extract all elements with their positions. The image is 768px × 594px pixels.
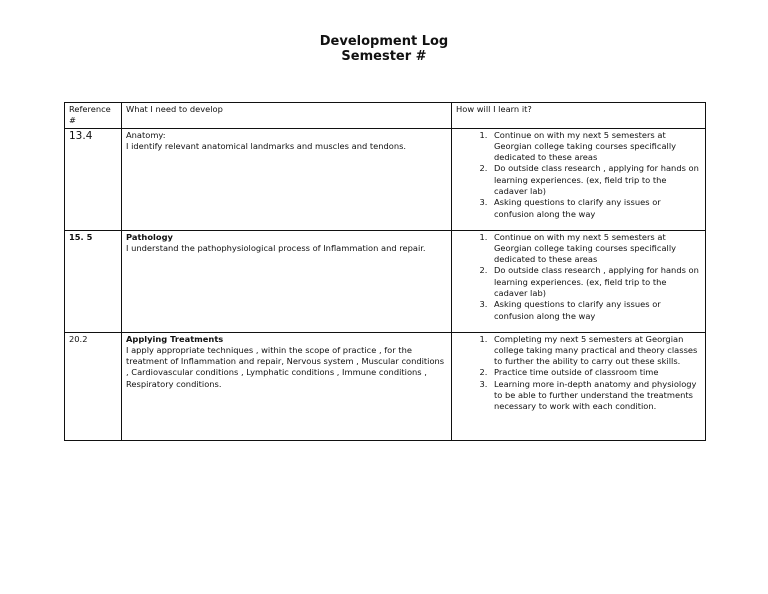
item-description: I identify relevant anatomical landmarks and muscles and tendons.	[126, 140, 407, 151]
header-reference: Reference #	[65, 103, 122, 129]
reference-value: 13.4	[69, 129, 93, 142]
item-description: I apply appropriate techniques , within the scope of practice , for the treatment of Inflammation and repair, Nervous system , Muscular conditions , Cardiovascular conditions , Lymphatic conditions , Immune conditions , Respiratory conditions.	[126, 344, 445, 389]
row-what	[122, 128, 452, 230]
list-item: 1. Completing my next 5 semesters at Georgian college taking many practical and theory classes to further the ability to carry out these skills.	[490, 334, 701, 368]
steps-list	[456, 232, 701, 322]
item-description: I understand the pathophysiological process of Inflammation and repair.	[126, 242, 426, 253]
list-item: 3. Learning more in-depth anatomy and physiology to be able to further understand the treatments necessary to work with each condition.	[490, 379, 701, 413]
list-item: 2. Practice time outside of classroom time	[490, 367, 701, 378]
steps-list	[456, 130, 701, 220]
row-how	[452, 230, 706, 332]
header-what: What I need to develop	[122, 103, 452, 129]
list-item: 2. Do outside class research , applying for hands on learning experiences. (ex, field trip to the cadaver lab)	[490, 265, 701, 299]
list-item: 2. Do outside class research , applying for hands on learning experiences. (ex, field trip to the cadaver lab)	[490, 163, 701, 197]
header-how: How will I learn it?	[452, 103, 706, 129]
development-log-table	[64, 102, 706, 441]
row-what	[122, 332, 452, 440]
row-reference	[65, 230, 122, 332]
list-item: 3. Asking questions to clarify any issues or confusion along the way	[490, 197, 701, 220]
row-reference	[65, 332, 122, 440]
table-row	[65, 332, 706, 440]
document-subtitle: Semester #	[341, 49, 427, 64]
row-how	[452, 332, 706, 440]
steps-list	[456, 334, 701, 413]
document-title: Development Log	[319, 34, 449, 49]
table-header-row	[65, 103, 706, 129]
item-title: Applying Treatments	[126, 333, 224, 344]
table-row	[65, 128, 706, 230]
reference-value: 20.2	[69, 333, 88, 344]
table-row	[65, 230, 706, 332]
reference-value: 15. 5	[69, 231, 93, 242]
item-title: Pathology	[126, 231, 173, 242]
row-how	[452, 128, 706, 230]
list-item: 3. Asking questions to clarify any issues or confusion along the way	[490, 299, 701, 322]
document-header	[0, 34, 768, 64]
row-what	[122, 230, 452, 332]
item-title: Anatomy:	[126, 129, 166, 140]
list-item: 1. Continue on with my next 5 semesters at Georgian college taking courses specifically dedicated to these areas	[490, 130, 701, 164]
row-reference	[65, 128, 122, 230]
list-item: 1. Continue on with my next 5 semesters at Georgian college taking courses specifically dedicated to these areas	[490, 232, 701, 266]
